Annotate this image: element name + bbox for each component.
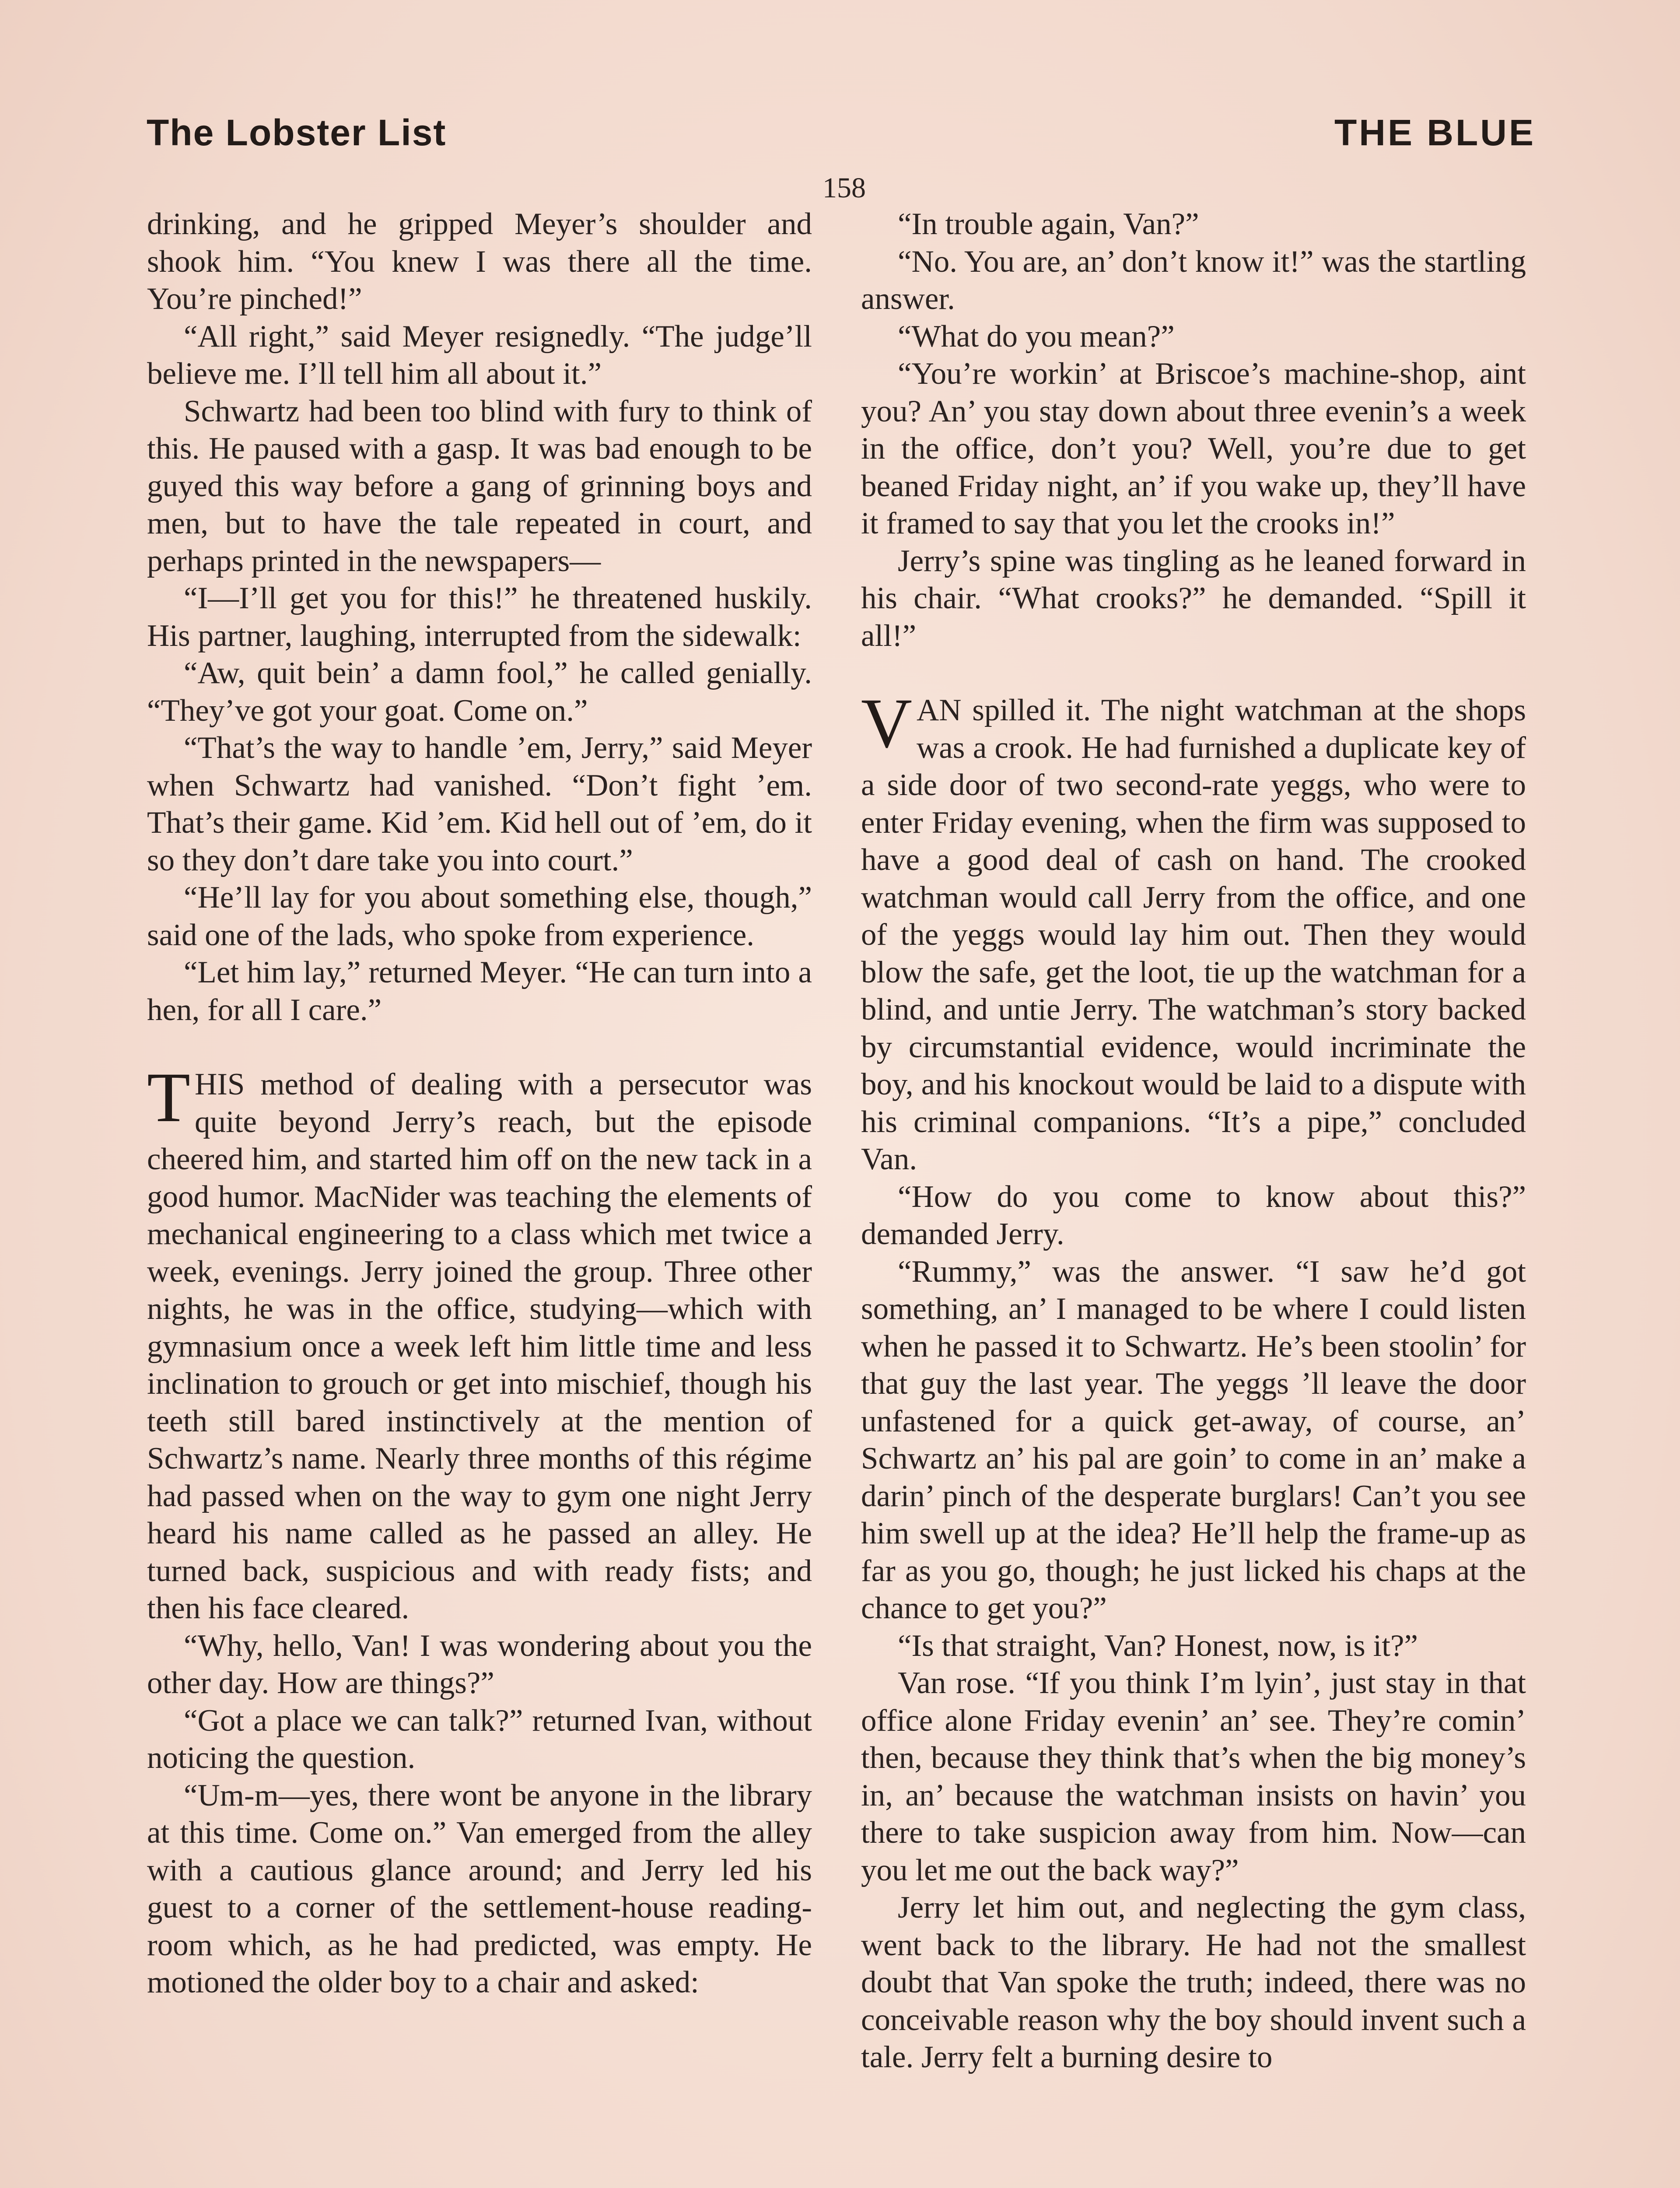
paragraph bbox=[147, 729, 812, 879]
paragraph bbox=[861, 243, 1526, 318]
paragraph-text: “He’ll lay for you about something else, though,” said one of the lads, who spoke from experience. bbox=[147, 880, 812, 952]
paragraph-text: “You’re workin’ at Briscoe’s machine-shop, aint you? An’ you stay down about three evenin’s a week in the office, don’t you? Well, you’re due to get beaned Friday night, an’ if you wake up, they’ll have it framed to say that you let the crooks in!” bbox=[861, 357, 1526, 540]
paragraph-text: drinking, and he gripped Meyer’s shoulder and shook him. “You knew I was there all the time. You’re pinched!” bbox=[147, 207, 812, 316]
paragraph-text: “Let him lay,” returned Meyer. “He can turn into a hen, for all I care.” bbox=[147, 955, 812, 1027]
paragraph bbox=[861, 318, 1526, 356]
paragraph-text: “Why, hello, Van! I was wondering about you the other day. How are things?” bbox=[147, 1628, 812, 1700]
paragraph bbox=[147, 318, 812, 393]
paragraph bbox=[861, 1889, 1526, 2076]
paragraph-text: AN spilled it. The night watchman at the shops was a crook. He had furnished a duplicate key of a side door of two second-rate yeggs, who were to enter Friday evening, when the firm was supposed to have a good deal of cash on hand. The crooked watchman would call Jerry from the office, and one of the yeggs would lay him out. Then they would blow the safe, get the loot, tie up the watchman for a blind, and untie Jerry. The watchman’s story backed by circumstantial evidence, would incriminate the boy, and his knockout would be laid to a dispute with his criminal companions. “It’s a pipe,” concluded Van. bbox=[861, 693, 1526, 1176]
paragraph bbox=[147, 1627, 812, 1702]
paragraph bbox=[147, 879, 812, 954]
paragraph bbox=[861, 684, 1526, 1178]
paragraph bbox=[861, 206, 1526, 243]
page-number: 158 bbox=[822, 172, 866, 204]
paragraph bbox=[147, 206, 812, 318]
paragraph-text: “I—I’ll get you for this!” he threatened huskily. His partner, laughing, interrupted from the sidewalk: bbox=[147, 581, 812, 653]
running-head-magazine-title: THE BLUE bbox=[1334, 112, 1536, 153]
paragraph bbox=[861, 355, 1526, 543]
paragraph-text: Jerry’s spine was tingling as he leaned forward in his chair. “What crooks?” he demanded. “Spill it all!” bbox=[861, 543, 1526, 653]
paragraph-text: HIS method of dealing with a persecutor was quite beyond Jerry’s reach, but the episode cheered him, and started him off on the new tack in a good humor. MacNider was teaching the elements of mechanical engineering to a class which met twice a week, evenings. Jerry joined the group. Three other nights, he was in the office, studying—which with gymnasium once a week left him little time and less inclination to grouch or get into mischief, though his teeth still bared instinctively at the mention of Schwartz’s name. Nearly three months of this régime had passed when on the way to gym one night Jerry heard his name called as he passed an alley. He turned back, suspicious and with ready fists; and then his face cleared. bbox=[147, 1067, 812, 1625]
paragraph bbox=[147, 655, 812, 729]
right-text-column bbox=[861, 206, 1526, 2076]
paragraph bbox=[147, 954, 812, 1029]
paragraph-text: “In trouble again, Van?” bbox=[898, 207, 1199, 241]
paragraph bbox=[861, 1178, 1526, 1253]
paragraph bbox=[861, 543, 1526, 655]
paragraph bbox=[147, 580, 812, 655]
paragraph-text: “Got a place we can talk?” returned Ivan, without noticing the question. bbox=[147, 1703, 812, 1775]
paragraph-text: “What do you mean?” bbox=[898, 319, 1175, 354]
paragraph-text: “How do you come to know about this?” demanded Jerry. bbox=[861, 1179, 1526, 1251]
paragraph-text: “That’s the way to handle ’em, Jerry,” said Meyer when Schwartz had vanished. “Don’t fight ’em. That’s their game. Kid ’em. Kid hell out of ’em, do it so they don’t dare take you into court.” bbox=[147, 731, 812, 877]
paragraph bbox=[861, 1253, 1526, 1627]
paragraph bbox=[147, 393, 812, 580]
paragraph bbox=[861, 1627, 1526, 1665]
drop-cap-letter: T bbox=[147, 1059, 190, 1137]
paragraph-text: “No. You are, an’ don’t know it!” was the startling answer. bbox=[861, 244, 1526, 316]
paragraph-text: “Is that straight, Van? Honest, now, is it?” bbox=[898, 1628, 1418, 1663]
paragraph-text: “All right,” said Meyer resignedly. “The judge’ll believe me. I’ll tell him all about it.” bbox=[147, 319, 812, 391]
paragraph-text: Van rose. “If you think I’m lyin’, just stay in that office alone Friday evenin’ an’ see. They’re comin’ then, because they think that’s when the big money’s in, an’ because the watchman insists on havin’ you there to take suspicion away from him. Now—can you let me out the back way?” bbox=[861, 1666, 1526, 1887]
paragraph bbox=[861, 1665, 1526, 1889]
paragraph bbox=[147, 1702, 812, 1777]
left-text-column bbox=[147, 206, 812, 2002]
paragraph bbox=[147, 1059, 812, 1627]
paragraph-text: Jerry let him out, and neglecting the gym class, went back to the library. He had not the smallest doubt that Van spoke the truth; indeed, there was no conceivable reason why the boy should invent such a tale. Jerry felt a burning desire to bbox=[861, 1890, 1526, 2074]
paragraph-text: “Rummy,” was the answer. “I saw he’d got something, an’ I managed to be where I could listen when he passed it to Schwartz. He’s been stoolin’ for that guy the last year. The yeggs ’ll leave the door unfastened for a quick get-away, of course, an’ Schwartz an’ his pal are goin’ to come in an’ make a darin’ pinch of the desperate burglars! Can’t you see him swell up at the idea? He’ll help the frame-up as far as you go, though; he just licked his chaps at the chance to get you?” bbox=[861, 1254, 1526, 1625]
drop-cap-letter: V bbox=[861, 684, 912, 763]
paragraph-text: Schwartz had been too blind with fury to think of this. He paused with a gasp. It was bad enough to be guyed this way before a gang of grinning boys and men, but to have the tale repeated in court, and perhaps printed in the newspapers— bbox=[147, 394, 812, 578]
paragraph bbox=[147, 1777, 812, 2002]
paragraph-text: “Um-m—yes, there wont be anyone in the library at this time. Come on.” Van emerged from the alley with a cautious glance around; and Jerry led his guest to a corner of the settlement-house reading-room which, as he had predicted, was empty. He motioned the older boy to a chair and asked: bbox=[147, 1778, 812, 1999]
paragraph-text: “Aw, quit bein’ a damn fool,” he called genially. “They’ve got your goat. Come on.” bbox=[147, 656, 812, 728]
running-head-story-title: The Lobster List bbox=[147, 112, 447, 153]
